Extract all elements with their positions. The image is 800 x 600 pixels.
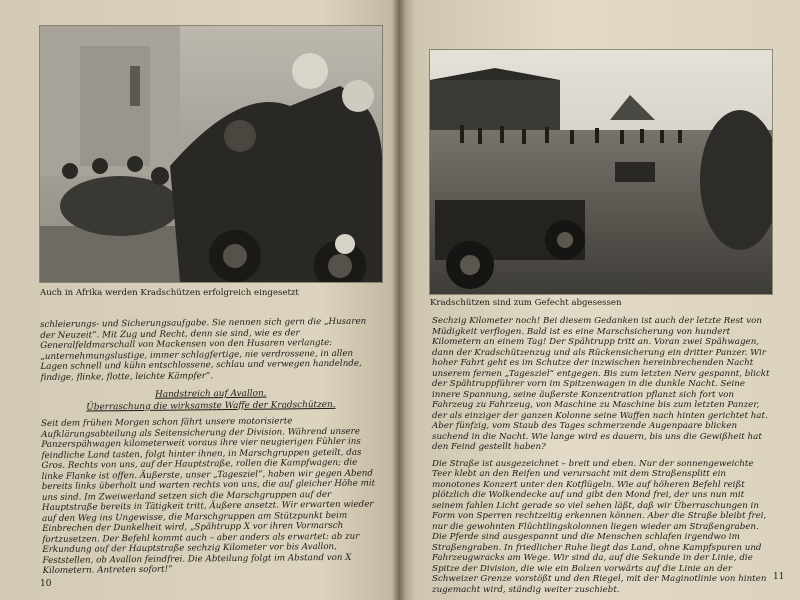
photo-motorcycle-troops	[40, 26, 382, 282]
right-page-number: 11	[773, 572, 785, 582]
section-heading: Handstreich auf Avallon.	[155, 388, 267, 400]
left-body-text	[40, 316, 383, 576]
left-page	[0, 0, 398, 600]
right-paragraph-1: Sechzig Kilometer noch! Bei diesem Gedanken ist auch der letzte Rest von Müdigkeit verflogen. Bald ist es eine Marschsicherung von hundert Kilometern an einem Tag! Der Spähtrupp tritt an. Voran zwei Spähwagen, dann der Kradschützenzug und als Rückensicherung ein dritter Panzer. Wir hoher Fahrt geht es im Schutze der inzwischen hereinbrechenden Nacht unserem fernen „Tagesziel“ entgegen. Bis zum letzten Nerv gespannt, blickt der Spähtruppführer vorn im Spitzenwagen in die dunkle Nacht. Seine innere Spannung, seine äußerste Konzentration pflanzt sich fort von Fahrzeug zu Fahrzeug, von Maschine zu Maschine bis zum letzten Panzer, der als einziger der ganzen Kolonne seine Waffen nach hinten gerichtet hat. Aber fünfzig, vom Staub des Tages schmerzende Augenpaare blicken suchend in die Nacht. Wie lange wird es dauern, bis uns die Gewißheit hat den Feind gestellt haben?	[432, 316, 770, 452]
right-body-text	[432, 316, 772, 595]
left-paragraph-2: Seit dem frühen Morgen schon fährt unsere motorisierte Aufklärungsabteilung als Seitensicherung der Division. Während unsere Panzerspähwagen kilometerweit voraus ihre vier neugierigen Fühler ins feindliche Land tasten, folgt hinter ihnen, in Marschgruppen geteilt, das Gros. Rechts von uns, auf der Hauptstraße, rollen die Kampfwagen; die linke Flanke ist offen. Äußerste, unser „Tagesziel“, haben wir gegen Abend bereits links überholt und warten rechts von uns, die auf gleicher Höhe mit uns sind. Im Zweiwerland setzen sich die Marschgruppen auf der Hauptstraße bereits in Tätigkeit tritt, Äußere ansetzt. Wir erwarten wieder auf den Weg ins Ungewisse, die Marschgruppen am Stützpunkt beim Einbrechen der Dunkelheit wird, „Spähtrupp X vor ihren Vormarsch fortzusetzen. Der Befehl kommt auch – aber anders als erwartet: ab zur Erkundung auf der Hauptstraße sechzig Kilometer vor bis Avallon, Feststellen, ob Avallon feindfrei. Die Abteilung folgt im Abstand von X Kilometern. Antreten sofort!“	[41, 416, 376, 576]
right-photo-caption: Kradschützen sind zum Gefecht abgesessen	[430, 298, 622, 308]
section-subheading: Überraschung die wirksamste Waffe der Kradschützen.	[86, 399, 336, 413]
photo-dismounted-troops	[430, 50, 772, 294]
left-paragraph-1: schleierungs- und Sicherungsaufgabe. Sie nennen sich gern die „Husaren der Neuzeit“. Mit Zug und Recht, denn sie sind, wie es der Generalfeldmarschall von Mackensen von den Husaren verlangte: „unternehmungslustige, immer schlagfertige, nie verdrossene, in allen Lagen schnell und kühn entschlossene, schlau und verwegen handelnde, findige, flinke, flotte, leichte Kämpfer“.	[40, 316, 367, 383]
right-paragraph-2: Die Straße ist ausgezeichnet – breit und eben. Nur der sonnengeweichte Teer klebt an den Reifen und verursacht mit dem Straßensplitt ein monotones Konzert unter den Kotflügeln. Wie auf höheren Befehl reißt plötzlich die Wolkendecke auf und gibt den Mond frei, der uns nun mit seinem fahlen Licht gerade so viel sehen läßt, daß wir Überraschungen in Form von Sperren rechtzeitig erkennen können. Aber die Straße bleibt frei, nur die gewohnten Flüchtlingskolonnen liegen wieder am Straßengraben. Die Pferde sind ausgespannt und die Menschen schlafen irgendwo im Straßengraben. In friedlicher Ruhe liegt das Land, ohne Kampfspuren und Fahrzeugwracks am Wege. Wir sind da, auf die Sekunde in der Linie, die Spitze der Division, die wie ein Bolzen vorwärts auf die Linie an der Schweizer Grenze vorstößt und den Riegel, mit der Maginotlinie von hinten zugemacht wird, ständig weiter zuschiebt.	[432, 458, 767, 595]
left-page-number: 10	[40, 579, 52, 589]
left-photo-caption: Auch in Afrika werden Kradschützen erfolgreich eingesetzt	[40, 288, 299, 298]
